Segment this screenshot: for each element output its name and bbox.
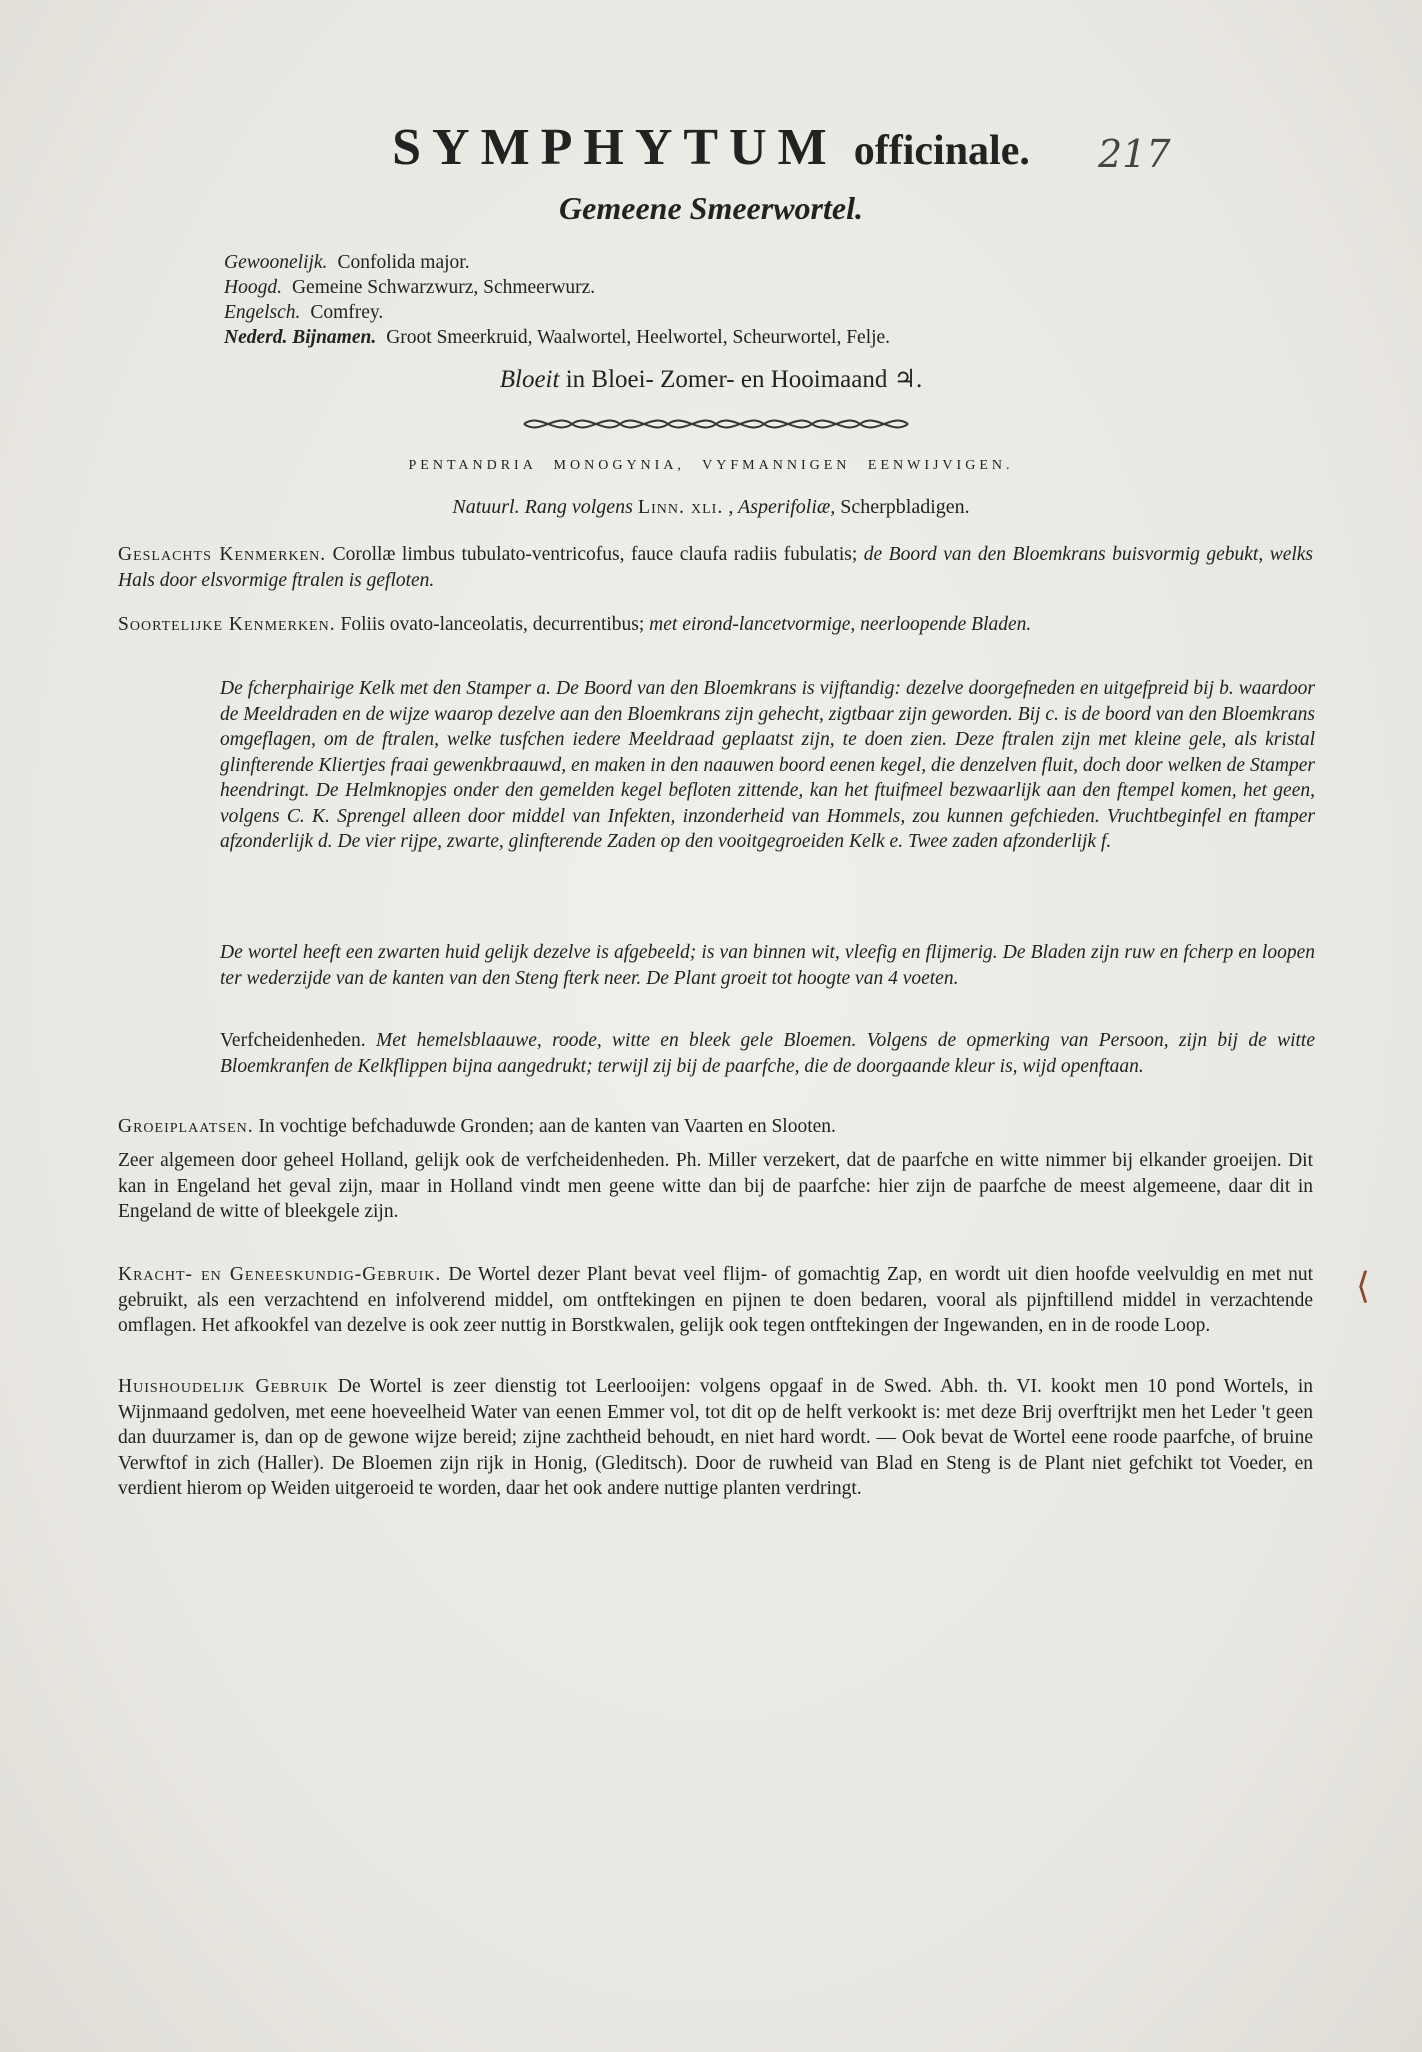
medicinal-use: Kracht- en Geneeskundig-Gebruik. De Wortel dezer Plant bevat veel flijm- of gomachtig Zap, en wordt uit dien hoofde veelvuldig en met nut gebruikt, als een verzachtend en infolverend middel, om ontftekingen en pijnen te doen bedaren, vooral als pijnftillend middel in verzachtende omflagen. Het afkookfel van dezelve is ook zeer nuttig in Borstkwalen, gelijk ook tegen ontftekingen der Ingewanden, en in de roode Loop. [118, 1264, 1314, 1336]
species-title: officinale. [853, 128, 1030, 174]
natural-rank: Natuurl. Rang volgens Linn. xli. , Asperifoliæ, Scherpbladigen. [452, 496, 970, 518]
figure-description: De fcherphairige Kelk met den Stamper a. De Boord van den Bloemkrans is vijftandig: dezelve doorgefneden en uitgefpreid bij b. waardoor de Meeldraden en de wijze waarop dezelve aan den Bloemkrans zijn gehecht, zigtbaar zijn geworden. Bij c. is de boord van den Bloemkrans omgeflagen, om de ftralen, welke tusfchen iedere Meeldraad geplaatst zijn, te doen zien. Deze ftralen zijn met kleine gele, als kristal glinfterende Kliertjes fraai gewenkbraauwd, en maken in den naauwen boord eenen kegel, die denzelven fluit, doch door welken de Stamper heendringt. De Helmknopjes onder den gemelden kegel befloten zittende, kan het ftuifmeel bezwaarlijk aan den ftempel komen, het geen, volgens C. K. Sprengel alleen door middel van Infekten, inzonderheid van Hommels, zou kunnen gefchieden. Vruchtbeginfel en ftamper afzonderlijk d. De vier rijpe, zwarte, glinfterende Zaden op den vooitgegroeiden Kelk e. Twee zaden afzonderlijk f. [220, 678, 1315, 852]
genus-title: SYMPHYTUM [392, 119, 838, 176]
margin-pencil-mark: ⟨ [1356, 1266, 1371, 1306]
ornament-divider [520, 412, 912, 436]
root-description: De wortel heeft een zwarten huid gelijk dezelve is afgebeeld; is van binnen wit, vleefig en flijmerig. De Bladen zijn ruw en fcherp en loopen ter wederzijde van de kanten van den Steng fterk neer. De Plant groeit tot hoogte van 4 voeten. [220, 942, 1315, 989]
household-use: Huishoudelijk Gebruik De Wortel is zeer dienstig tot Leerlooijen: volgens opgaaf in de Swed. Abh. th. VI. kookt men 10 pond Wortels, in Wijnmaand gedolven, met eene hoeveelheid Water van eenen Emmer vol, tot dit op de helft verkookt is: met deze Brij overftrijkt men het Leder 't geen dan duurzamer is, dan op de gewone wijze bereid; zijne zachtheid behoudt, en niet hard wordt. — Ook bevat de Wortel eene roode paarfche, of bruine Verwftof in zich (Haller). De Bloemen zijn rijk in Honig, (Gleditsch). Door de ruwheid van Blad en Steng is de Plant niet gefchikt tot Voeder, en verdient hierom op Weiden uitgeroeid te worden, daar het ook andere nuttige planten verdringt. [118, 1376, 1313, 1499]
classification: PENTANDRIA MONOGYNIA, VYFMANNIGEN EENWIJVIGEN. [408, 458, 1014, 473]
genus-characteristics: Geslachts Kenmerken. Corollæ limbus tubulato-ventricofus, fauce claufa radiis fubulatis; de Boord van den Bloemkrans buisvormig gebukt, welks Hals door elsvormige ftralen is gefloten. [118, 544, 1314, 591]
name-line: Engelsch. Comfrey. [224, 302, 384, 323]
common-name: Gemeene Smeerwortel. [559, 190, 863, 226]
handwritten-page-number: 217 [1098, 132, 1171, 176]
species-characteristics: Soortelijke Kenmerken. Foliis ovato-lanceolatis, decurrentibus; met eirond-lancetvormige, neerloopende Bladen. [118, 614, 1032, 635]
varieties: Verfcheidenheden. Met hemelsblaauwe, roode, witte en bleek gele Bloemen. Volgens de opmerking van Persoon, zijn bij de witte Bloemkranfen de Kelkflippen bijna aangedrukt; terwijl zij bij de paarfche, die de doorgaande kleur is, wijd openftaan. [220, 1030, 1315, 1077]
habitat: Groeiplaatsen. In vochtige befchaduwde Gronden; aan de kanten van Vaarten en Slooten. [118, 1116, 836, 1137]
distribution: Zeer algemeen door geheel Holland, gelijk ook de verfcheidenheden. Ph. Miller verzekert, dat de paarfche en witte nimmer bij elkander groeijen. Dit kan in Engeland het geval zijn, maar in Holland vindt men geene witte dan bij de paarfche: hier zijn de paarfche de meest algemeene, daar dit in Engeland de witte of bleekgele zijn. [118, 1150, 1313, 1222]
vernacular-names [224, 250, 1224, 350]
name-line: Nederd. Bijnamen. Groot Smeerkruid, Waalwortel, Heelwortel, Scheurwortel, Felje. [224, 327, 891, 348]
name-line: Hoogd. Gemeine Schwarzwurz, Schmeerwurz. [224, 277, 596, 298]
flowering-line: Bloeit in Bloei- Zomer- en Hooimaand ♃. [499, 366, 923, 393]
name-line: Gewoonelijk. Confolida major. [224, 252, 470, 273]
title-row [0, 118, 1422, 177]
